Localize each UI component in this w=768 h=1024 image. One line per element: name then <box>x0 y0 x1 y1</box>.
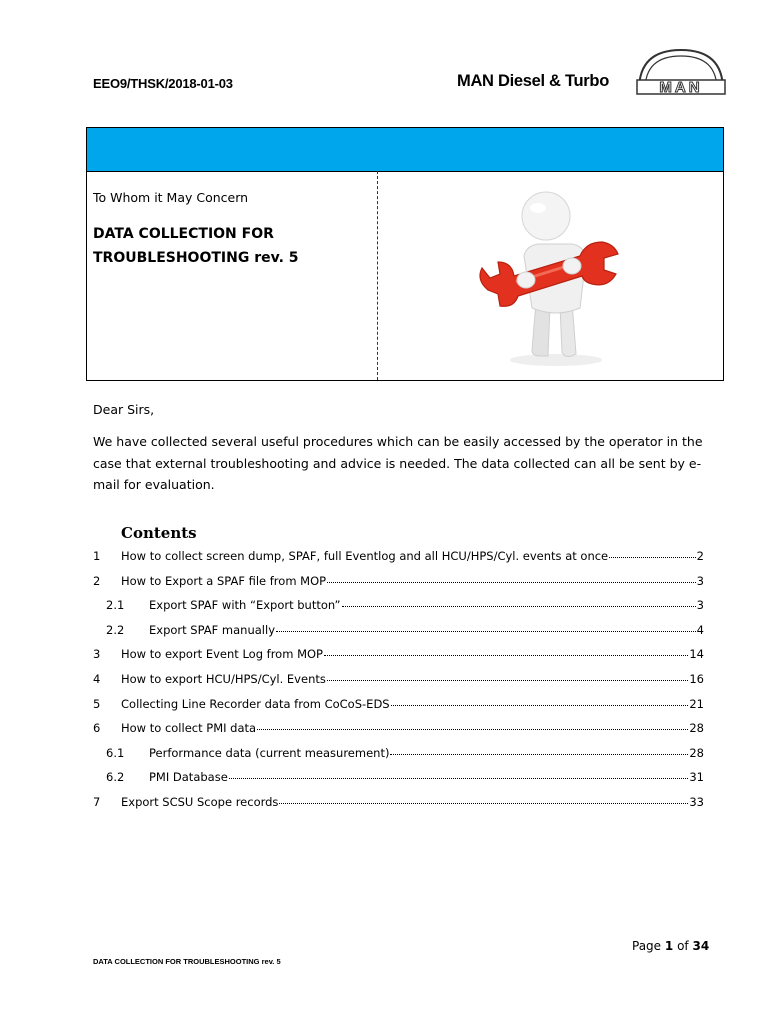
toc-entry-page: 14 <box>689 647 704 662</box>
toc-entry-title: Export SPAF with “Export button” <box>149 598 341 613</box>
document-title <box>93 222 333 270</box>
company-name: MAN Diesel & Turbo <box>457 72 609 90</box>
person-wrench-icon <box>468 190 638 370</box>
toc-entry-title: How to export Event Log from MOP <box>121 647 323 662</box>
page-of: of <box>677 939 689 953</box>
toc-leader-dots <box>609 548 696 558</box>
toc-entry[interactable] <box>93 746 704 766</box>
toc-entry[interactable] <box>93 770 704 790</box>
cover-divider <box>377 171 378 380</box>
toc-entry[interactable] <box>93 697 704 717</box>
toc-entry-number: 6 <box>93 721 101 736</box>
toc-entry-page: 28 <box>689 721 704 736</box>
toc-leader-dots <box>257 720 688 730</box>
toc-entry-title: How to collect PMI data <box>121 721 257 736</box>
toc-entry-page: 31 <box>689 770 704 785</box>
toc-entry-title: PMI Database <box>149 770 228 785</box>
toc-entry[interactable] <box>93 647 704 667</box>
page-current: 1 <box>664 939 674 953</box>
toc-entry[interactable] <box>93 549 704 569</box>
toc-entry-number: 5 <box>93 696 101 711</box>
contents-heading: Contents <box>121 524 197 542</box>
toc-entry-number: 6.1 <box>106 745 125 760</box>
toc-leader-dots <box>229 769 689 779</box>
toc-leader-dots <box>327 671 689 681</box>
document-code: EEO9/THSK/2018-01-03 <box>93 76 233 91</box>
toc-entry-title: How to export HCU/HPS/Cyl. Events <box>121 672 326 686</box>
toc-entry[interactable] <box>93 623 704 643</box>
page-label: Page <box>632 939 662 953</box>
toc-entry-page: 3 <box>696 598 704 613</box>
toc-entry-page: 33 <box>689 795 704 809</box>
toc-entry-number: 4 <box>93 672 101 686</box>
toc-entry-page: 3 <box>696 573 704 588</box>
toc-entry-title: Collecting Line Recorder data from CoCoS-EDS <box>121 696 390 711</box>
page-total: 34 <box>692 939 710 953</box>
toc-entry-page: 16 <box>689 672 704 686</box>
toc-entry-number: 2.2 <box>106 622 125 637</box>
toc-entry-title: How to collect screen dump, SPAF, full Eventlog and all HCU/HPS/Cyl. events at once <box>121 549 609 563</box>
man-logo-icon <box>633 46 729 98</box>
toc-entry-page: 21 <box>689 696 704 711</box>
toc-entry-number: 7 <box>93 795 101 809</box>
footer-title: DATA COLLECTION FOR TROUBLESHOOTING rev. 5 <box>93 957 281 966</box>
toc-entry-title: Export SPAF manually <box>149 622 276 637</box>
toc-entry[interactable] <box>93 721 704 741</box>
toc-entry-number: 2 <box>93 573 101 588</box>
toc-entry[interactable] <box>93 574 704 594</box>
toc-entry-number: 1 <box>93 549 101 563</box>
toc-leader-dots <box>276 622 696 632</box>
toc-entry-title: How to Export a SPAF file from MOP <box>121 573 327 588</box>
toc-entry-page: 2 <box>696 549 704 563</box>
toc-entry-page: 28 <box>689 745 704 760</box>
logo-text: MAN <box>659 79 703 96</box>
recipient-line: To Whom it May Concern <box>93 190 249 205</box>
toc-entry[interactable] <box>93 672 704 692</box>
toc-entry-number: 6.2 <box>106 770 125 785</box>
toc-entry-title: Export SCSU Scope records <box>121 795 279 809</box>
toc-leader-dots <box>279 794 688 804</box>
toc-leader-dots <box>324 646 688 656</box>
salutation: Dear Sirs, <box>93 402 155 417</box>
document-title-line1: DATA COLLECTION FOR <box>93 226 274 242</box>
header-band <box>87 128 723 172</box>
document-title-line2: TROUBLESHOOTING rev. 5 <box>93 250 299 266</box>
toc-entry[interactable] <box>93 598 704 618</box>
toc-entry-number: 2.1 <box>106 598 125 613</box>
toc-leader-dots <box>391 696 689 706</box>
page-number <box>632 939 709 953</box>
intro-paragraph: We have collected several useful procedures which can be easily accessed by the operator in the case that external troubleshooting and advice is needed. The data collected can all be sent by e-mail for evaluation. <box>93 434 703 492</box>
toc-leader-dots <box>342 597 696 607</box>
toc-entry-number: 3 <box>93 647 101 662</box>
toc-entry-page: 4 <box>696 622 704 637</box>
toc-leader-dots <box>390 745 688 755</box>
toc-entry-title: Performance data (current measurement) <box>149 745 390 760</box>
toc-entry[interactable] <box>93 795 704 815</box>
toc-leader-dots <box>327 573 696 583</box>
